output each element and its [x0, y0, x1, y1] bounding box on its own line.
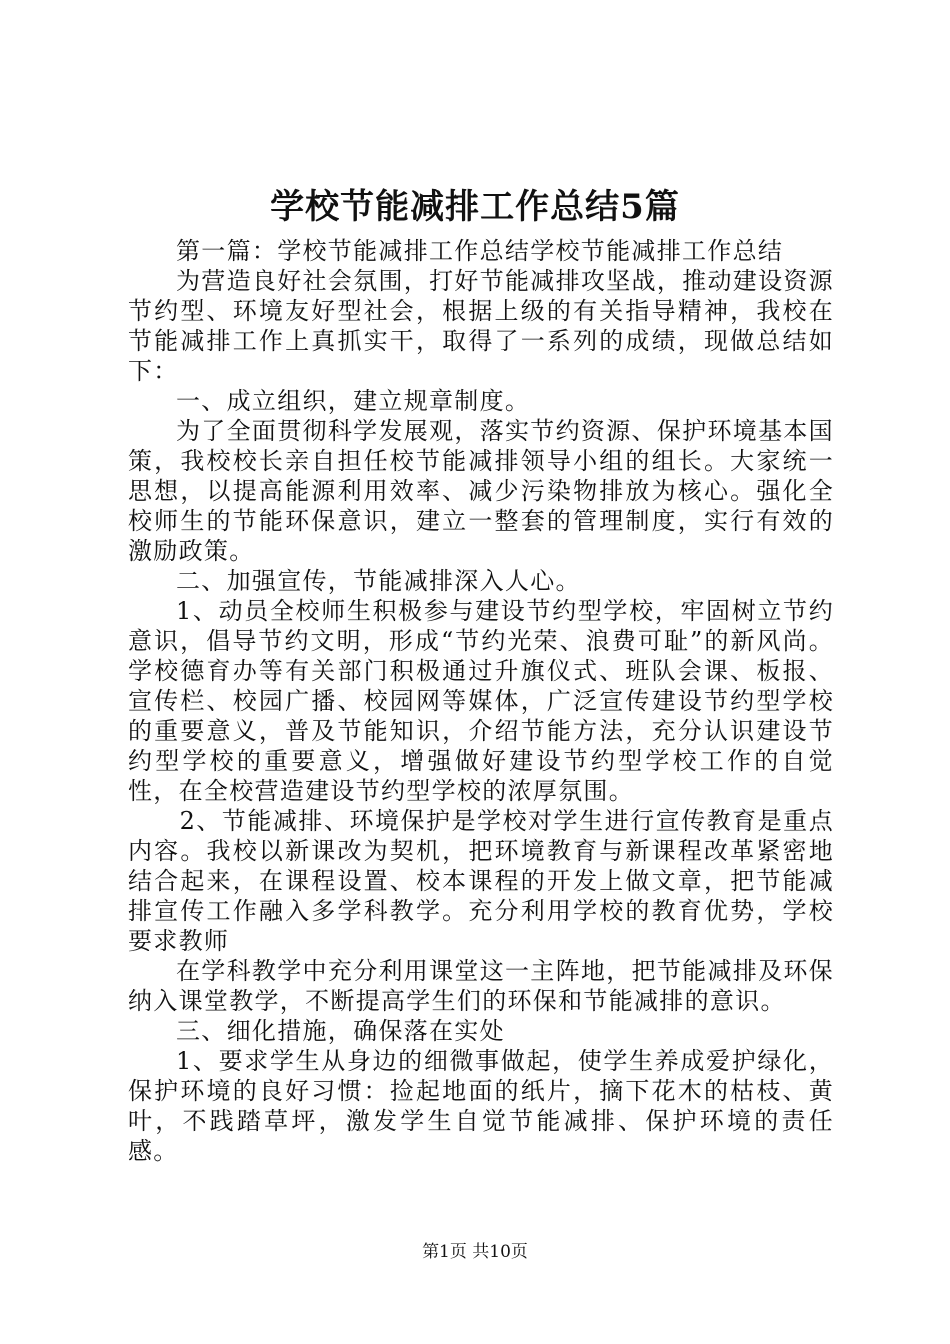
paragraph-publicity-1: 1、动员全校师生积极参与建设节约型学校，牢固树立节约意识，倡导节约文明，形成“节约光荣、浪费可耻”的新风尚。学校德育办等有关部门积极通过升旗仪式、班队会课、板报、宣传栏、校园广播、校园网等媒体，广泛宣传建设节约型学校的重要意义，普及节能知识，介绍节能方法，充分认识建设节约型学校的重要意义，增强做好建设节约型学校工作的自觉性，在全校营造建设节约型学校的浓厚氛围。: [128, 597, 834, 805]
page-number-footer: 第1页 共10页: [422, 1242, 528, 1262]
document-title: 学校节能减排工作总结5篇: [270, 187, 680, 227]
section-heading-three: 三、细化措施，确保落在实处: [176, 1017, 505, 1045]
paragraph-organization: 为了全面贯彻科学发展观，落实节约资源、保护环境基本国策，我校校长亲自担任校节能减排领导小组的组长。大家统一思想，以提高能源利用效率、减少污染物排放为核心。强化全校师生的节能环保意识，建立一整套的管理制度，实行有效的激励政策。: [128, 417, 834, 565]
paragraph-classroom: 在学科教学中充分利用课堂这一主阵地，把节能减排及环保纳入课堂教学，不断提高学生们的环保和节能减排的意识。: [128, 957, 834, 1015]
section-heading-two: 二、加强宣传，节能减排深入人心。: [176, 567, 581, 595]
document-body: [128, 236, 834, 1166]
paragraph-publicity-2: 2、节能减排、环境保护是学校对学生进行宣传教育是重点内容。我校以新课改为契机，把环境教育与新课程改革紧密地结合起来，在课程设置、校本课程的开发上做文章，把节能减排宣传工作融入多学科教学。充分利用学校的教育优势，学校要求教师: [128, 807, 834, 955]
intro-paragraph: 为营造良好社会氛围，打好节能减排攻坚战，推动建设资源节约型、环境友好型社会，根据上级的有关指导精神，我校在节能减排工作上真抓实干，取得了一系列的成绩，现做总结如下：: [128, 267, 834, 385]
section-heading-part-one: 第一篇：学校节能减排工作总结学校节能减排工作总结: [176, 237, 784, 265]
paragraph-measures-1: 1、要求学生从身边的细微事做起，使学生养成爱护绿化，保护环境的良好习惯：捡起地面的纸片，摘下花木的枯枝、黄叶，不践踏草坪，激发学生自觉节能减排、保护环境的责任感。: [128, 1047, 834, 1165]
section-heading-one: 一、成立组织，建立规章制度。: [176, 387, 531, 415]
